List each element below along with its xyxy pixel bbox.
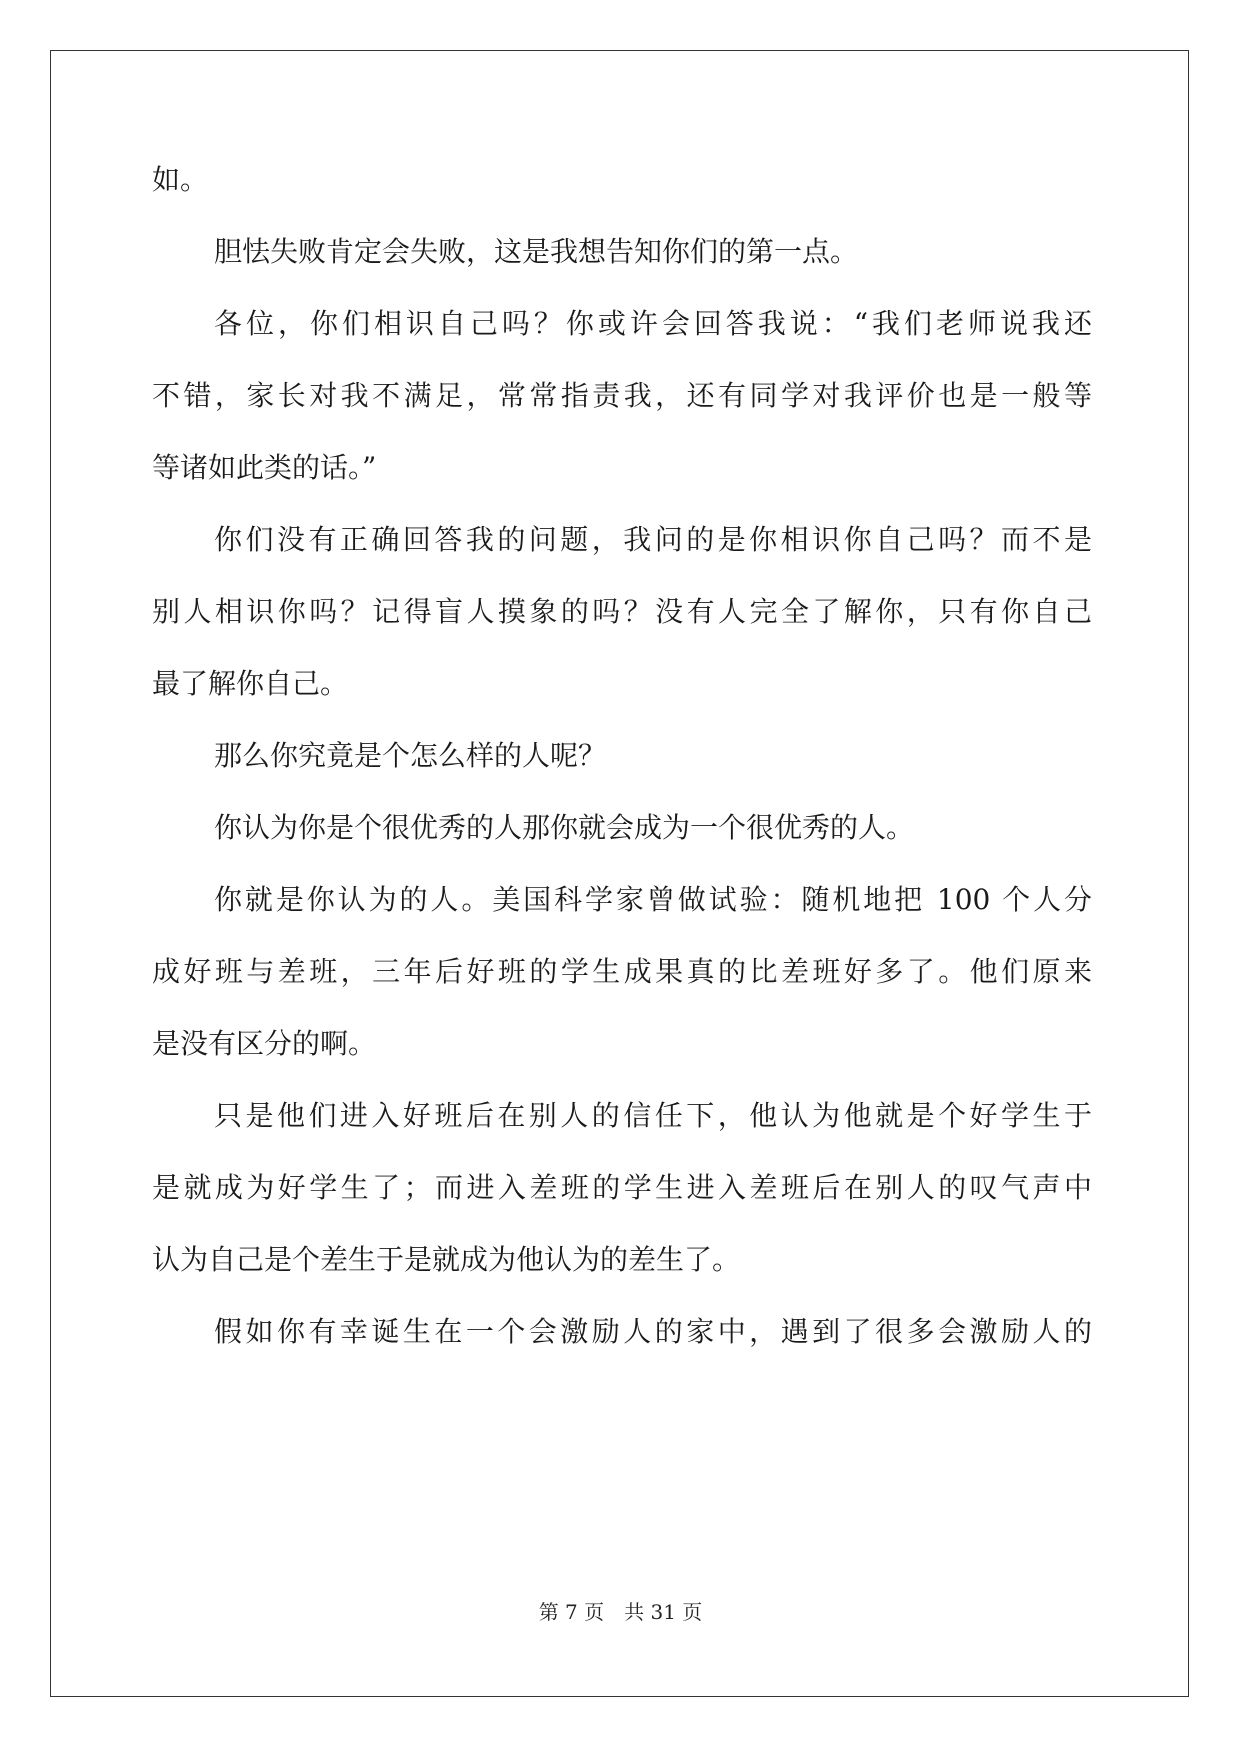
page-number: 第 7 页 [538, 1600, 605, 1624]
text-line: 如。 [152, 163, 209, 196]
text-line: 各位，你们相识自己吗？你或许会回答我说：“我们老师说我还 [214, 307, 1092, 340]
text-line: 那么你究竟是个怎么样的人呢？ [214, 739, 607, 772]
text-line: 别人相识你吗？记得盲人摸象的吗？没有人完全了解你，只有你自己 [152, 595, 1092, 628]
text-line: 不错，家长对我不满足，常常指责我，还有同学对我评价也是一般等 [152, 379, 1092, 412]
text-line: 你们没有正确回答我的问题，我问的是你相识你自己吗？而不是 [214, 523, 1092, 556]
text-line: 是没有区分的啊。 [152, 1027, 377, 1060]
text-line: 成好班与差班，三年后好班的学生成果真的比差班好多了。他们原来 [152, 955, 1092, 988]
text-line: 胆怯失败肯定会失败，这是我想告知你们的第一点。 [214, 235, 859, 268]
text-line: 你认为你是个很优秀的人那你就会成为一个很优秀的人。 [214, 811, 915, 844]
text-line: 只是他们进入好班后在别人的信任下，他认为他就是个好学生于 [214, 1099, 1092, 1132]
text-line: 认为自己是个差生于是就成为他认为的差生了。 [152, 1243, 741, 1276]
text-line: 等诸如此类的话。” [152, 451, 377, 484]
text-line: 假如你有幸诞生在一个会激励人的家中，遇到了很多会激励人的 [214, 1315, 1092, 1348]
text-line: 是就成为好学生了；而进入差班的学生进入差班后在别人的叹气声中 [152, 1171, 1092, 1204]
page-frame [50, 50, 1189, 1697]
page-total: 共 31 页 [624, 1600, 703, 1624]
text-line: 最了解你自己。 [152, 667, 349, 700]
text-line: 你就是你认为的人。美国科学家曾做试验：随机地把 100 个人分 [214, 883, 1092, 916]
page-footer [0, 1598, 1241, 1626]
